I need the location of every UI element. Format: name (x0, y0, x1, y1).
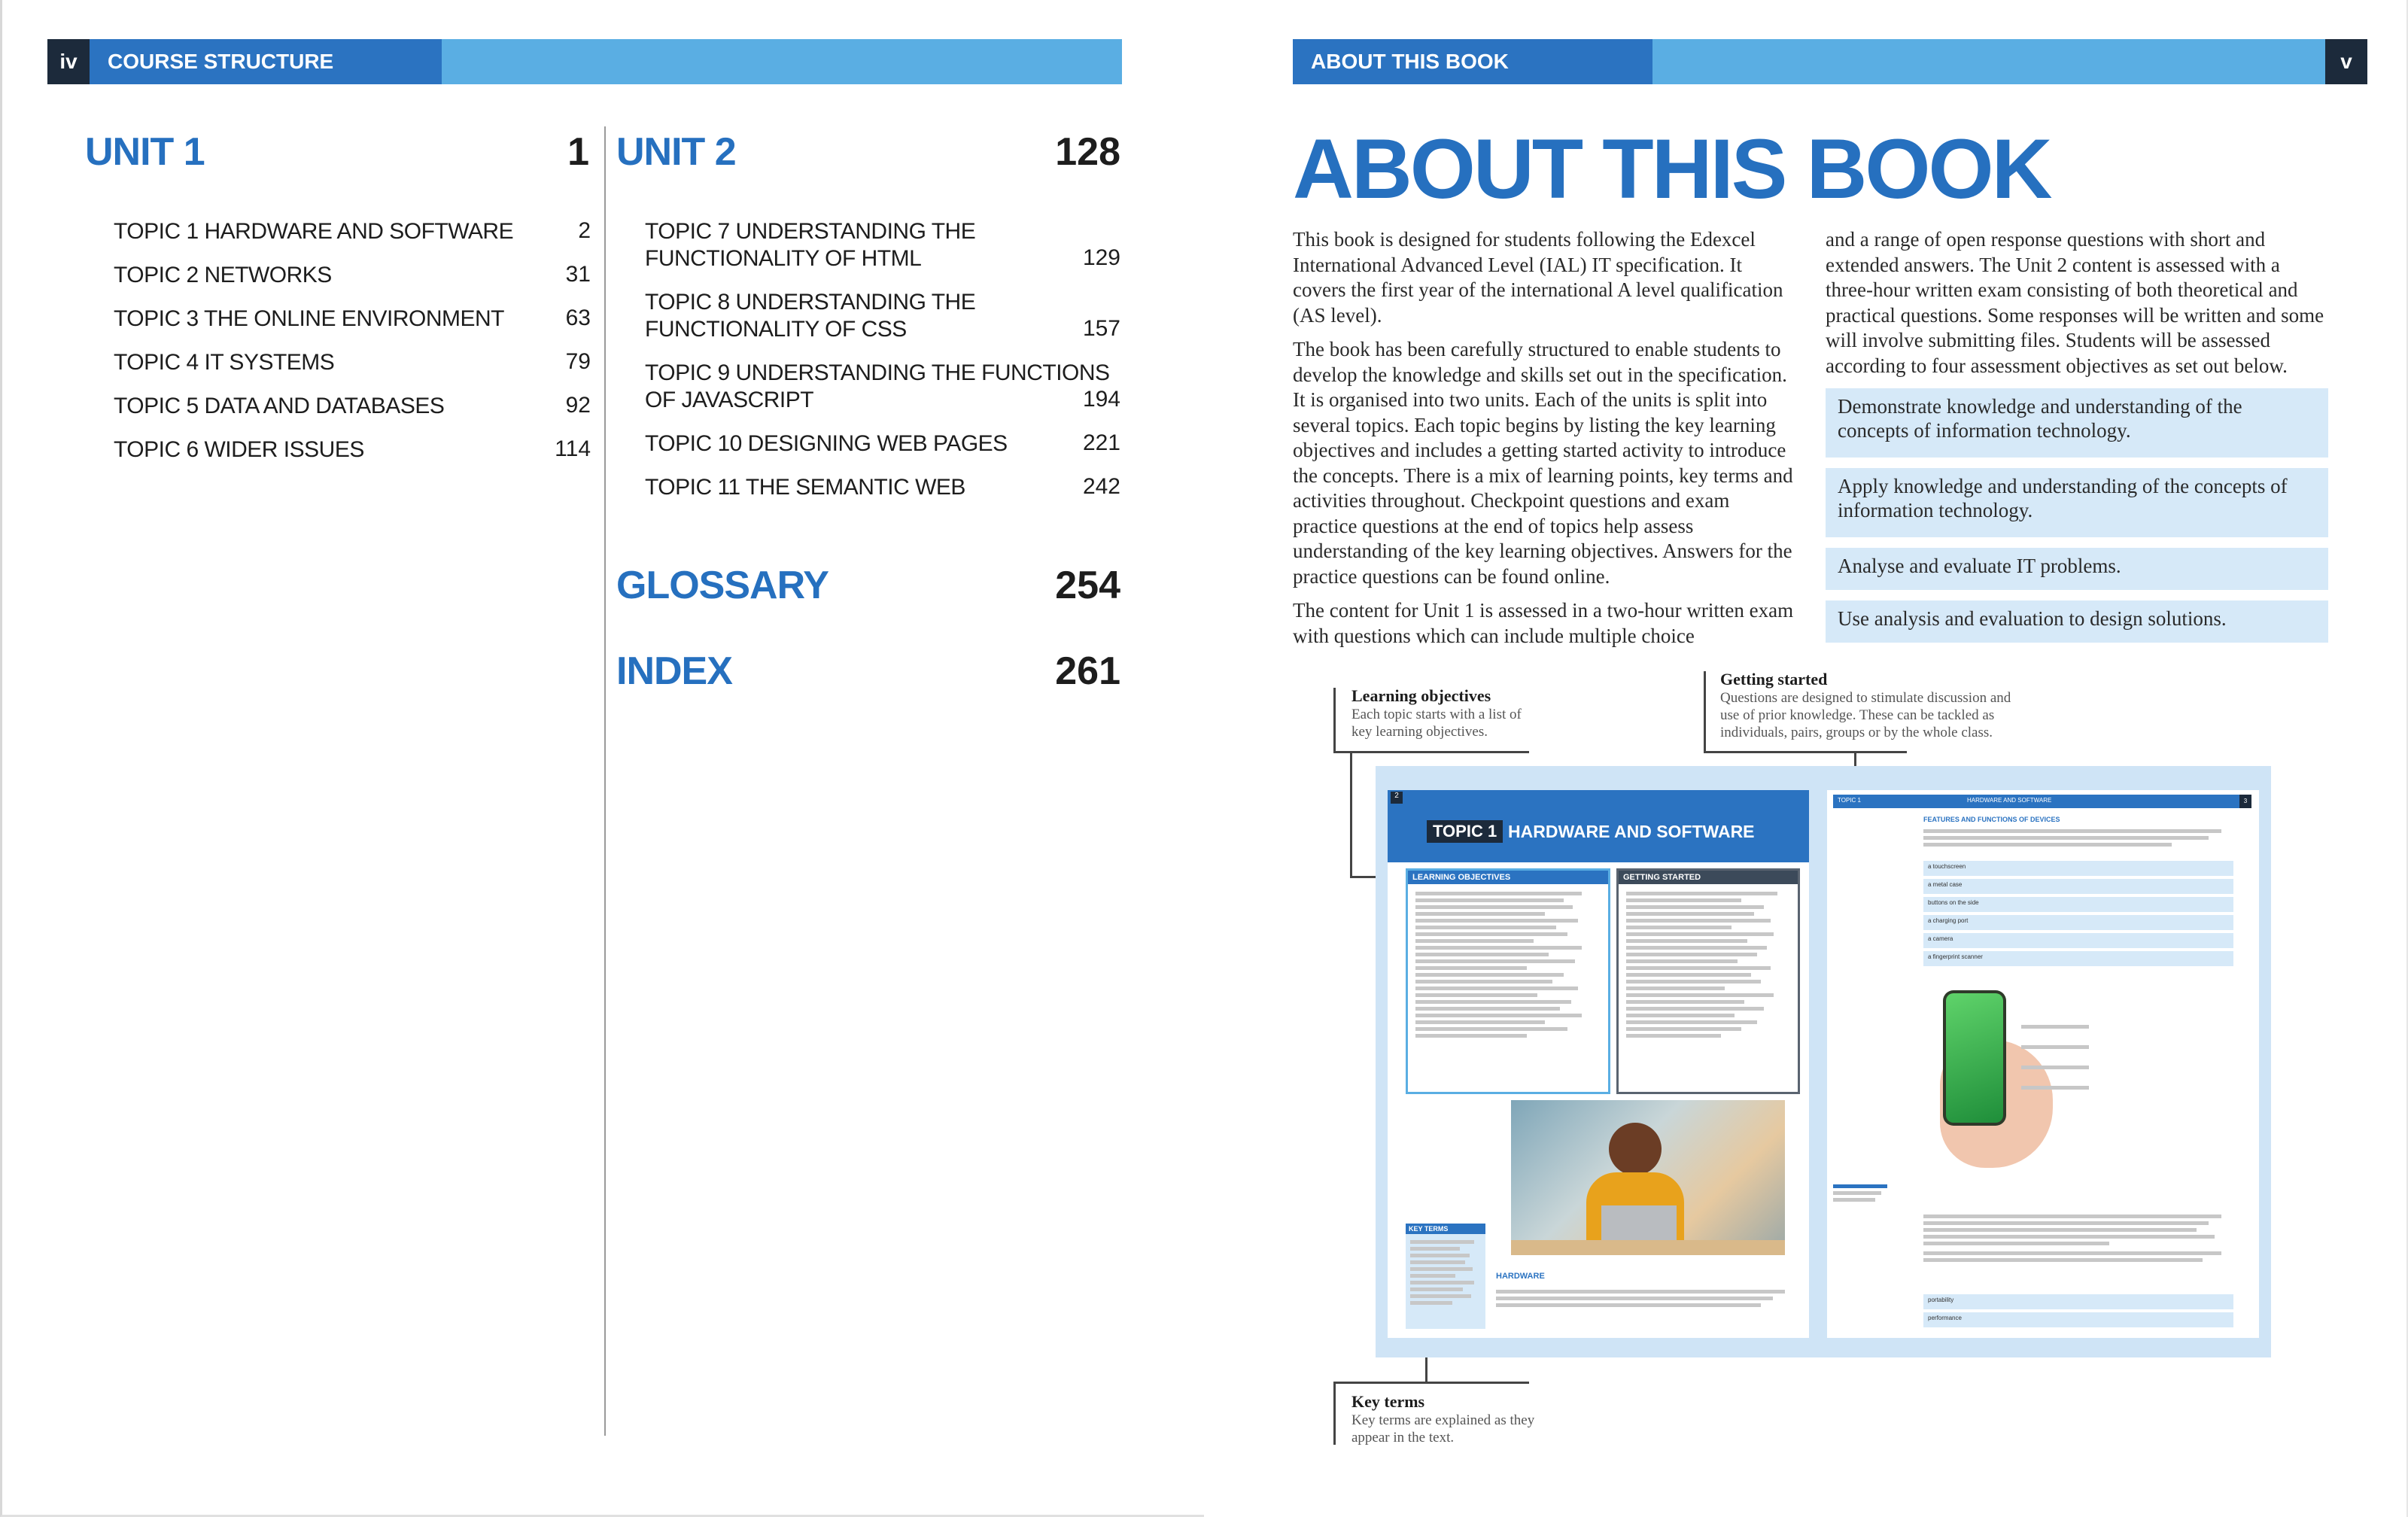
sample-topic-title: HARDWARE AND SOFTWARE (1508, 822, 1755, 841)
sample-feature-row: a fingerprint scanner (1923, 951, 2233, 966)
toc-topic-title: TOPIC 4 IT SYSTEMS (114, 350, 335, 375)
callout-line (1333, 751, 1529, 753)
index-title: INDEX (616, 649, 732, 693)
toc-topic-title-line2: OF JAVASCRIPT (645, 388, 814, 412)
left-page-header (47, 39, 1122, 84)
sample-bottom-row: performance (1923, 1312, 2233, 1327)
intro-column-2 (1826, 227, 2328, 388)
callout-line (1333, 688, 1336, 752)
sample-right-page (1827, 790, 2259, 1338)
callout-line (1704, 671, 1706, 752)
sample-features-heading: FEATURES AND FUNCTIONS OF DEVICES (1923, 816, 2060, 823)
toc-topic-page: 129 (1082, 245, 1120, 270)
toc-topic-title: TOPIC 10 DESIGNING WEB PAGES (645, 431, 1008, 456)
toc-topic-page: 157 (1082, 316, 1120, 341)
sample-feature-row: a camera (1923, 933, 2233, 948)
objective-box: Analyse and evaluate IT problems. (1826, 548, 2328, 590)
toc-topic-page: 79 (565, 349, 591, 374)
callout-getting-started: Getting started Questions are designed to stimulate discussion and use of prior knowledge. These can be tackled as individuals, pairs, groups or by the whole class. (1720, 670, 2011, 740)
toc-topic-title: TOPIC 9 UNDERSTANDING THE FUNCTIONS (645, 360, 1110, 385)
sample-lo-lines (1408, 884, 1608, 1045)
sample-feature-row: a touchscreen (1923, 861, 2233, 876)
toc-topic-title: TOPIC 5 DATA AND DATABASES (114, 394, 445, 418)
callout-learning-objectives: Learning objectives Each topic starts with a list of key learning objectives. (1351, 686, 1522, 740)
objective-box: Use analysis and evaluation to design solutions. (1826, 600, 2328, 643)
toc-topic-page: 63 (565, 306, 591, 330)
sample-topic-tag: TOPIC 1 (1427, 820, 1503, 843)
sample-right-header (1833, 795, 2251, 808)
sample-photo (1511, 1100, 1785, 1255)
toc-topic-title: TOPIC 6 WIDER ISSUES (114, 437, 364, 462)
sample-feature-row: buttons on the side (1923, 897, 2233, 912)
sample-right-page-number: 3 (2239, 795, 2251, 808)
toc-topic-title: TOPIC 2 NETWORKS (114, 263, 332, 287)
right-page (1204, 0, 2408, 1517)
paragraph: The book has been carefully structured to enable students to develop the knowledge and skills set out in the specification. It is organised into two units. Each of the units is split into several topics. Each topic begins by listing the key learning objectives and includes a getting started activity to introduce the concepts. There is a mix of learning points, key terms and activities throughout. Checkpoint questions and exam practice questions at the end of topics help assess understanding of the key learning objectives. Answers for the practice questions can be found online. (1293, 338, 1793, 588)
sample-caption-lines (1833, 1181, 1893, 1205)
phone (1943, 990, 2006, 1126)
toc-topic-title: TOPIC 11 THE SEMANTIC WEB (645, 475, 965, 500)
sample-feature-row: a metal case (1923, 879, 2233, 894)
toc-topic-title-line2: FUNCTIONALITY OF CSS (645, 317, 907, 342)
page-number: v (2325, 39, 2367, 84)
unit1-page: 1 (567, 130, 589, 174)
paragraph: This book is designed for students following the Edexcel International Advanced Level (IAL) IT specification. It covers the first year of the international A level qualification (AS level). (1293, 228, 1783, 327)
callout-key-terms: Key terms Key terms are explained as they appear in the text. (1351, 1392, 1535, 1446)
sample-hardware-lines (1496, 1287, 1797, 1310)
objective-box: Apply knowledge and understanding of the concepts of information technology. (1826, 468, 2328, 537)
callout-line (1333, 1382, 1336, 1445)
unit2-title: UNIT 2 (616, 130, 736, 174)
sample-phone-lines (2021, 1008, 2089, 1106)
photo-person (1609, 1123, 1662, 1175)
toc-topic-title: TOPIC 1 HARDWARE AND SOFTWARE (114, 219, 514, 244)
sample-bottom-list (1923, 1291, 2233, 1330)
sample-right-topic-tag: TOPIC 1 (1833, 795, 1963, 808)
header-bar (442, 39, 1122, 84)
page-number: iv (47, 39, 90, 84)
header-title: ABOUT THIS BOOK (1293, 39, 1652, 84)
sample-hardware-heading: HARDWARE (1496, 1272, 1545, 1281)
unit1-title: UNIT 1 (85, 130, 205, 174)
header-title: COURSE STRUCTURE (90, 39, 442, 84)
sample-getting-started-box (1616, 868, 1800, 1094)
paragraph: The content for Unit 1 is assessed in a two-hour written exam with questions which can include multiple choice (1293, 599, 1794, 647)
sample-key-terms-box (1406, 1224, 1485, 1329)
unit2-page: 128 (1055, 130, 1120, 174)
toc-topic-title: TOPIC 3 THE ONLINE ENVIRONMENT (114, 306, 504, 331)
toc-topic-page: 242 (1082, 474, 1120, 499)
callout-line (1350, 752, 1352, 877)
callout-line (1333, 1382, 1529, 1384)
column-divider (604, 126, 606, 1436)
toc-topic-page: 92 (565, 393, 591, 418)
paragraph: and a range of open response questions with short and extended answers. The Unit 2 content is assessed with a three-hour written exam consisting of both theoretical and practical questions. Some responses will be written and some will involve submitting files. Students will be assessed according to four assessment objectives as set out below. (1826, 228, 2324, 377)
sample-features-lines (1923, 826, 2233, 850)
sample-page-number: 2 (1391, 792, 1403, 804)
sample-topic-banner (1388, 790, 1809, 862)
sample-gs-heading: GETTING STARTED (1619, 871, 1798, 884)
intro-column-1 (1293, 227, 1797, 658)
toc-topic-page: 114 (555, 436, 591, 461)
objective-box: Demonstrate knowledge and understanding of the concepts of information technology. (1826, 388, 2328, 458)
toc-topic-page: 31 (565, 262, 591, 287)
toc-topic-title: TOPIC 8 UNDERSTANDING THE (645, 290, 976, 315)
sample-feature-list (1923, 858, 2233, 969)
right-page-header (1293, 39, 2367, 84)
toc-topic-page: 221 (1082, 430, 1120, 455)
phone-screen (1946, 993, 2003, 1123)
sample-learning-objectives-box (1406, 868, 1610, 1094)
page-title: ABOUT THIS BOOK (1293, 122, 2051, 216)
sample-left-page (1388, 790, 1809, 1338)
sample-feature-row: a charging port (1923, 915, 2233, 930)
toc-topic-title-line2: FUNCTIONALITY OF HTML (645, 246, 922, 271)
toc-topic-page: 194 (1082, 387, 1120, 412)
callout-line (1704, 751, 1907, 753)
index-page: 261 (1055, 649, 1120, 693)
sample-bottom-row: portability (1923, 1294, 2233, 1309)
glossary-title: GLOSSARY (616, 564, 829, 607)
sample-spread (1376, 766, 2271, 1357)
sample-kt-heading: KEY TERMS (1406, 1224, 1485, 1234)
sample-lo-heading: LEARNING OBJECTIVES (1408, 871, 1608, 884)
sample-right-title: HARDWARE AND SOFTWARE (1963, 795, 2239, 808)
glossary-page: 254 (1055, 564, 1120, 607)
toc-topic-title: TOPIC 7 UNDERSTANDING THE (645, 219, 976, 244)
photo-desk (1511, 1240, 1785, 1255)
header-bar (1652, 39, 2325, 84)
toc-topic-page: 2 (578, 218, 591, 243)
sample-body-lines (1923, 1211, 2233, 1265)
sample-gs-lines (1619, 884, 1798, 1045)
